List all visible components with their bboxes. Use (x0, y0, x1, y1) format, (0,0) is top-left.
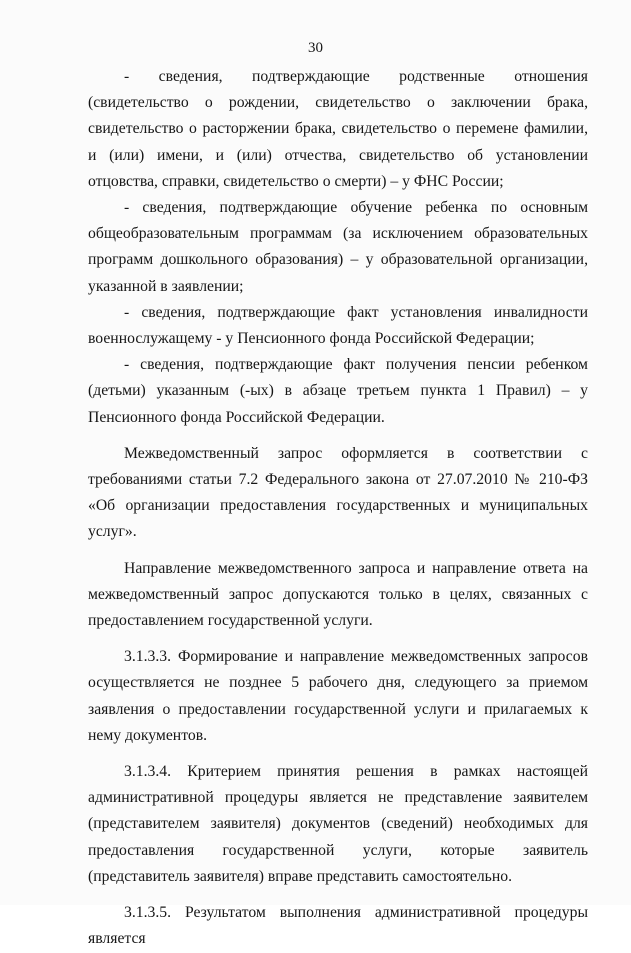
document-body (88, 64, 588, 953)
paragraph-child-education: - сведения, подтверждающие обучение ребенка по основным общеобразовательным программам (за исключением образовательных программ дошкольного образования) – у образовательной организации, указанной в заявлении; (88, 199, 588, 295)
paragraph-interagency-request: Межведомственный запрос оформляется в соответствии с требованиями статьи 7.2 Федерального закона от 27.07.2010 № 210-ФЗ «Об организации предоставления государственных и муниципальных услуг». (88, 444, 588, 541)
paragraph-3-1-3-5: 3.1.3.5. Результатом выполнения административной процедуры является (88, 904, 588, 948)
page-number: 30 (308, 40, 323, 56)
paragraph-kinship-documents: - сведения, подтверждающие родственные отношения (свидетельство о рождении, свидетельство о заключении брака, свидетельство о расторжении брака, свидетельство о перемене фамилии, и (или) имени, и (или) отчества, свидетельство об установлении отцовства, справки, свидетельство о смерти) – у ФНС России; (88, 68, 588, 190)
paragraph-disability: - сведения, подтверждающие факт установления инвалидности военнослужащему - у Пенсионного фонда Российской Федерации; (88, 303, 588, 348)
paragraph-3-1-3-4: 3.1.3.4. Критерием принятия решения в рамках настоящей административной процедуры является не представление заявителем (представителем заявителя) документов (сведений) необходимых для предоставления государственной услуги, которые заявитель (представитель заявителя) вправе представить самостоятельно. (88, 763, 588, 885)
paragraph-3-1-3-3: 3.1.3.3. Формирование и направление межведомственных запросов осуществляется не позднее 5 рабочего дня, следующего за приемом заявления о предоставлении государственной услуги и прилагаемых к нему документов. (88, 648, 588, 744)
paragraph-pension: - сведения, подтверждающие факт получения пенсии ребенком (детьми) указанным (-ых) в абзаце третьем пункта 1 Правил) – у Пенсионного фонда Российской Федерации. (88, 356, 588, 426)
paragraph-request-purpose: Направление межведомственного запроса и направление ответа на межведомственный запрос допускаются только в целях, связанных с предоставлением государственной услуги. (88, 559, 588, 630)
